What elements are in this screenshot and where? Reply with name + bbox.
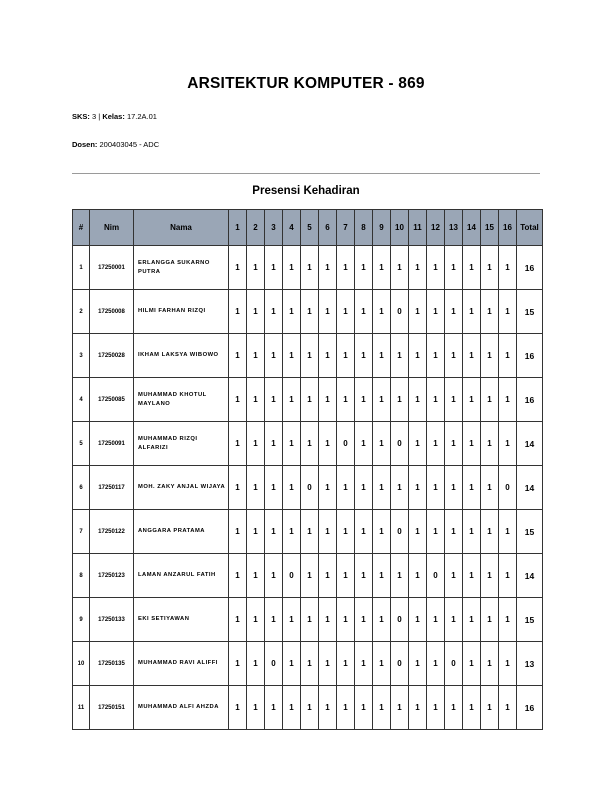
attendance-cell: 1 bbox=[409, 466, 427, 510]
attendance-cell: 1 bbox=[265, 686, 283, 730]
total-cell: 16 bbox=[517, 378, 543, 422]
attendance-cell: 1 bbox=[427, 334, 445, 378]
table-row bbox=[73, 422, 543, 466]
row-number-cell: 8 bbox=[73, 554, 90, 598]
column-header: 9 bbox=[373, 210, 391, 246]
attendance-cell: 1 bbox=[391, 378, 409, 422]
attendance-cell: 1 bbox=[445, 334, 463, 378]
attendance-cell: 1 bbox=[319, 290, 337, 334]
attendance-cell: 1 bbox=[481, 554, 499, 598]
attendance-cell: 1 bbox=[409, 686, 427, 730]
attendance-cell: 1 bbox=[373, 554, 391, 598]
attendance-cell: 1 bbox=[301, 422, 319, 466]
kelas-label: Kelas: bbox=[102, 112, 125, 121]
divider bbox=[72, 173, 540, 174]
row-number-cell: 4 bbox=[73, 378, 90, 422]
attendance-cell: 1 bbox=[355, 598, 373, 642]
attendance-cell: 0 bbox=[301, 466, 319, 510]
page-title: ARSITEKTUR KOMPUTER - 869 bbox=[187, 75, 425, 92]
attendance-cell: 1 bbox=[355, 422, 373, 466]
attendance-cell: 1 bbox=[319, 686, 337, 730]
column-header: 13 bbox=[445, 210, 463, 246]
attendance-cell: 1 bbox=[229, 598, 247, 642]
attendance-cell: 1 bbox=[337, 642, 355, 686]
attendance-cell: 1 bbox=[355, 334, 373, 378]
attendance-cell: 1 bbox=[409, 378, 427, 422]
attendance-cell: 1 bbox=[409, 290, 427, 334]
table-header-row bbox=[73, 210, 543, 246]
attendance-cell: 0 bbox=[391, 510, 409, 554]
attendance-cell: 1 bbox=[463, 642, 481, 686]
attendance-cell: 1 bbox=[499, 598, 517, 642]
attendance-cell: 1 bbox=[445, 290, 463, 334]
attendance-cell: 1 bbox=[283, 510, 301, 554]
dosen-label: Dosen: bbox=[72, 140, 98, 149]
attendance-cell: 1 bbox=[319, 466, 337, 510]
attendance-cell: 1 bbox=[319, 598, 337, 642]
attendance-cell: 1 bbox=[445, 510, 463, 554]
attendance-cell: 1 bbox=[481, 642, 499, 686]
total-cell: 14 bbox=[517, 422, 543, 466]
attendance-cell: 1 bbox=[247, 554, 265, 598]
attendance-cell: 1 bbox=[373, 378, 391, 422]
attendance-cell: 1 bbox=[283, 334, 301, 378]
attendance-cell: 1 bbox=[319, 246, 337, 290]
name-cell: LAMAN ANZARUL FATIH bbox=[134, 554, 229, 598]
attendance-cell: 1 bbox=[229, 466, 247, 510]
attendance-cell: 1 bbox=[481, 598, 499, 642]
sks-value: 3 bbox=[92, 112, 97, 121]
attendance-cell: 0 bbox=[391, 422, 409, 466]
attendance-cell: 1 bbox=[427, 466, 445, 510]
attendance-cell: 1 bbox=[319, 422, 337, 466]
attendance-cell: 1 bbox=[265, 290, 283, 334]
attendance-cell: 1 bbox=[319, 510, 337, 554]
total-cell: 14 bbox=[517, 554, 543, 598]
attendance-cell: 1 bbox=[499, 554, 517, 598]
column-header: 11 bbox=[409, 210, 427, 246]
attendance-cell: 1 bbox=[337, 598, 355, 642]
row-number-cell: 11 bbox=[73, 686, 90, 730]
table-body bbox=[73, 246, 543, 730]
attendance-cell: 1 bbox=[373, 642, 391, 686]
attendance-cell: 0 bbox=[283, 554, 301, 598]
column-header: 15 bbox=[481, 210, 499, 246]
attendance-cell: 1 bbox=[499, 510, 517, 554]
attendance-cell: 1 bbox=[265, 378, 283, 422]
attendance-cell: 1 bbox=[499, 642, 517, 686]
total-cell: 15 bbox=[517, 510, 543, 554]
attendance-cell: 1 bbox=[337, 334, 355, 378]
table-row bbox=[73, 334, 543, 378]
attendance-cell: 1 bbox=[427, 686, 445, 730]
attendance-cell: 1 bbox=[373, 422, 391, 466]
column-header: # bbox=[73, 210, 90, 246]
name-cell: HILMI FARHAN RIZQI bbox=[134, 290, 229, 334]
name-cell: ANGGARA PRATAMA bbox=[134, 510, 229, 554]
total-cell: 15 bbox=[517, 290, 543, 334]
attendance-cell: 1 bbox=[445, 554, 463, 598]
attendance-cell: 1 bbox=[229, 334, 247, 378]
attendance-cell: 1 bbox=[355, 290, 373, 334]
attendance-cell: 1 bbox=[445, 466, 463, 510]
table-row bbox=[73, 290, 543, 334]
table-row bbox=[73, 642, 543, 686]
nim-cell: 17250091 bbox=[90, 422, 134, 466]
name-cell: MUHAMMAD KHOTUL MAYLANO bbox=[134, 378, 229, 422]
kelas-value: 17.2A.01 bbox=[126, 112, 157, 121]
nim-cell: 17250151 bbox=[90, 686, 134, 730]
attendance-cell: 1 bbox=[319, 378, 337, 422]
attendance-cell: 1 bbox=[463, 378, 481, 422]
attendance-cell: 1 bbox=[337, 378, 355, 422]
attendance-cell: 1 bbox=[283, 466, 301, 510]
attendance-cell: 1 bbox=[427, 246, 445, 290]
name-cell: MUHAMMAD RIZQI ALFARIZI bbox=[134, 422, 229, 466]
attendance-cell: 1 bbox=[301, 554, 319, 598]
sks-label: SKS: bbox=[72, 112, 90, 121]
column-header: 10 bbox=[391, 210, 409, 246]
attendance-cell: 1 bbox=[265, 422, 283, 466]
attendance-cell: 1 bbox=[265, 246, 283, 290]
attendance-cell: 0 bbox=[337, 422, 355, 466]
attendance-cell: 1 bbox=[247, 642, 265, 686]
attendance-cell: 1 bbox=[427, 642, 445, 686]
attendance-cell: 1 bbox=[427, 290, 445, 334]
attendance-cell: 0 bbox=[445, 642, 463, 686]
total-cell: 16 bbox=[517, 334, 543, 378]
attendance-cell: 1 bbox=[265, 554, 283, 598]
attendance-cell: 1 bbox=[355, 246, 373, 290]
section-title: Presensi Kehadiran bbox=[252, 185, 360, 197]
attendance-cell: 1 bbox=[463, 422, 481, 466]
attendance-cell: 1 bbox=[355, 466, 373, 510]
nim-cell: 17250008 bbox=[90, 290, 134, 334]
attendance-cell: 1 bbox=[445, 422, 463, 466]
nim-cell: 17250133 bbox=[90, 598, 134, 642]
attendance-cell: 1 bbox=[391, 554, 409, 598]
attendance-cell: 1 bbox=[355, 510, 373, 554]
table-row bbox=[73, 554, 543, 598]
attendance-cell: 1 bbox=[229, 642, 247, 686]
row-number-cell: 3 bbox=[73, 334, 90, 378]
nim-cell: 17250001 bbox=[90, 246, 134, 290]
column-header: 2 bbox=[247, 210, 265, 246]
attendance-cell: 1 bbox=[283, 686, 301, 730]
course-info-line bbox=[72, 112, 157, 121]
attendance-cell: 1 bbox=[337, 290, 355, 334]
attendance-cell: 1 bbox=[499, 246, 517, 290]
attendance-cell: 1 bbox=[301, 510, 319, 554]
column-header: 8 bbox=[355, 210, 373, 246]
attendance-cell: 1 bbox=[391, 246, 409, 290]
attendance-cell: 1 bbox=[283, 246, 301, 290]
attendance-cell: 1 bbox=[481, 334, 499, 378]
table-row bbox=[73, 598, 543, 642]
attendance-cell: 1 bbox=[283, 598, 301, 642]
dosen-value: 200403045 - ADC bbox=[99, 140, 160, 149]
attendance-table bbox=[72, 209, 543, 730]
attendance-cell: 1 bbox=[463, 510, 481, 554]
attendance-cell: 1 bbox=[445, 598, 463, 642]
name-cell: MOH. ZAKY ANJAL WIJAYA bbox=[134, 466, 229, 510]
attendance-cell: 1 bbox=[373, 290, 391, 334]
attendance-cell: 1 bbox=[373, 334, 391, 378]
column-header: 6 bbox=[319, 210, 337, 246]
attendance-cell: 1 bbox=[265, 466, 283, 510]
attendance-cell: 1 bbox=[409, 510, 427, 554]
attendance-cell: 1 bbox=[229, 510, 247, 554]
attendance-cell: 1 bbox=[427, 598, 445, 642]
nim-cell: 17250117 bbox=[90, 466, 134, 510]
column-header: 12 bbox=[427, 210, 445, 246]
attendance-cell: 1 bbox=[301, 642, 319, 686]
attendance-cell: 1 bbox=[301, 598, 319, 642]
attendance-cell: 1 bbox=[229, 422, 247, 466]
row-number-cell: 2 bbox=[73, 290, 90, 334]
attendance-cell: 1 bbox=[481, 686, 499, 730]
attendance-cell: 1 bbox=[247, 466, 265, 510]
attendance-cell: 1 bbox=[409, 642, 427, 686]
attendance-cell: 1 bbox=[301, 686, 319, 730]
column-header: 4 bbox=[283, 210, 301, 246]
attendance-cell: 1 bbox=[355, 642, 373, 686]
column-header: 16 bbox=[499, 210, 517, 246]
attendance-cell: 1 bbox=[481, 466, 499, 510]
attendance-cell: 1 bbox=[265, 598, 283, 642]
attendance-cell: 0 bbox=[391, 598, 409, 642]
attendance-cell: 1 bbox=[301, 246, 319, 290]
attendance-cell: 1 bbox=[499, 378, 517, 422]
attendance-cell: 1 bbox=[445, 246, 463, 290]
attendance-cell: 1 bbox=[337, 510, 355, 554]
attendance-cell: 1 bbox=[229, 378, 247, 422]
attendance-cell: 1 bbox=[337, 246, 355, 290]
attendance-cell: 0 bbox=[391, 642, 409, 686]
attendance-cell: 1 bbox=[247, 510, 265, 554]
attendance-cell: 1 bbox=[373, 598, 391, 642]
attendance-cell: 1 bbox=[463, 466, 481, 510]
column-header: Total bbox=[517, 210, 543, 246]
attendance-cell: 1 bbox=[337, 686, 355, 730]
attendance-cell: 1 bbox=[247, 598, 265, 642]
attendance-cell: 1 bbox=[337, 466, 355, 510]
attendance-cell: 1 bbox=[301, 290, 319, 334]
row-number-cell: 9 bbox=[73, 598, 90, 642]
table-row bbox=[73, 246, 543, 290]
column-header: Nama bbox=[134, 210, 229, 246]
table-row bbox=[73, 378, 543, 422]
column-header: 7 bbox=[337, 210, 355, 246]
attendance-cell: 0 bbox=[391, 290, 409, 334]
attendance-cell: 1 bbox=[337, 554, 355, 598]
attendance-cell: 1 bbox=[247, 290, 265, 334]
attendance-cell: 1 bbox=[481, 290, 499, 334]
row-number-cell: 1 bbox=[73, 246, 90, 290]
attendance-cell: 0 bbox=[265, 642, 283, 686]
attendance-cell: 1 bbox=[319, 334, 337, 378]
attendance-cell: 1 bbox=[247, 686, 265, 730]
column-header: 14 bbox=[463, 210, 481, 246]
attendance-cell: 1 bbox=[409, 334, 427, 378]
attendance-cell: 1 bbox=[247, 334, 265, 378]
nim-cell: 17250135 bbox=[90, 642, 134, 686]
nim-cell: 17250085 bbox=[90, 378, 134, 422]
attendance-cell: 0 bbox=[427, 554, 445, 598]
attendance-cell: 1 bbox=[427, 422, 445, 466]
separator: | bbox=[98, 112, 101, 121]
row-number-cell: 10 bbox=[73, 642, 90, 686]
attendance-cell: 1 bbox=[499, 290, 517, 334]
attendance-cell: 1 bbox=[373, 510, 391, 554]
nim-cell: 17250123 bbox=[90, 554, 134, 598]
total-cell: 15 bbox=[517, 598, 543, 642]
attendance-cell: 1 bbox=[427, 510, 445, 554]
attendance-cell: 1 bbox=[319, 642, 337, 686]
attendance-cell: 1 bbox=[427, 378, 445, 422]
attendance-cell: 1 bbox=[409, 598, 427, 642]
column-header: Nim bbox=[90, 210, 134, 246]
name-cell: ERLANGGA SUKARNO PUTRA bbox=[134, 246, 229, 290]
attendance-cell: 1 bbox=[229, 246, 247, 290]
attendance-cell: 1 bbox=[283, 290, 301, 334]
attendance-cell: 1 bbox=[229, 290, 247, 334]
total-cell: 16 bbox=[517, 246, 543, 290]
attendance-cell: 1 bbox=[409, 422, 427, 466]
table-row bbox=[73, 466, 543, 510]
attendance-cell: 1 bbox=[409, 554, 427, 598]
lecturer-info-line bbox=[72, 140, 159, 149]
nim-cell: 17250122 bbox=[90, 510, 134, 554]
attendance-cell: 1 bbox=[301, 334, 319, 378]
attendance-cell: 1 bbox=[481, 246, 499, 290]
attendance-cell: 1 bbox=[445, 378, 463, 422]
attendance-cell: 1 bbox=[283, 642, 301, 686]
nim-cell: 17250028 bbox=[90, 334, 134, 378]
attendance-cell: 1 bbox=[247, 378, 265, 422]
attendance-cell: 1 bbox=[247, 422, 265, 466]
total-cell: 16 bbox=[517, 686, 543, 730]
attendance-cell: 1 bbox=[445, 686, 463, 730]
name-cell: IKHAM LAKSYA WIBOWO bbox=[134, 334, 229, 378]
attendance-cell: 1 bbox=[463, 246, 481, 290]
attendance-cell: 1 bbox=[481, 422, 499, 466]
table-row bbox=[73, 510, 543, 554]
row-number-cell: 7 bbox=[73, 510, 90, 554]
attendance-cell: 1 bbox=[355, 686, 373, 730]
name-cell: EKI SETIYAWAN bbox=[134, 598, 229, 642]
attendance-cell: 1 bbox=[373, 466, 391, 510]
total-cell: 14 bbox=[517, 466, 543, 510]
attendance-cell: 1 bbox=[355, 554, 373, 598]
attendance-cell: 1 bbox=[373, 686, 391, 730]
attendance-cell: 1 bbox=[391, 334, 409, 378]
attendance-cell: 1 bbox=[283, 378, 301, 422]
attendance-cell: 1 bbox=[481, 378, 499, 422]
attendance-cell: 1 bbox=[373, 246, 391, 290]
name-cell: MUHAMMAD ALFI AHZDA bbox=[134, 686, 229, 730]
column-header: 3 bbox=[265, 210, 283, 246]
attendance-cell: 1 bbox=[229, 554, 247, 598]
attendance-cell: 0 bbox=[499, 466, 517, 510]
column-header: 1 bbox=[229, 210, 247, 246]
attendance-cell: 1 bbox=[463, 290, 481, 334]
attendance-cell: 1 bbox=[355, 378, 373, 422]
table-row bbox=[73, 686, 543, 730]
attendance-cell: 1 bbox=[463, 598, 481, 642]
attendance-cell: 1 bbox=[265, 510, 283, 554]
name-cell: MUHAMMAD RAVI ALIFFI bbox=[134, 642, 229, 686]
attendance-cell: 1 bbox=[481, 510, 499, 554]
row-number-cell: 5 bbox=[73, 422, 90, 466]
row-number-cell: 6 bbox=[73, 466, 90, 510]
attendance-cell: 1 bbox=[391, 466, 409, 510]
column-header: 5 bbox=[301, 210, 319, 246]
attendance-cell: 1 bbox=[463, 554, 481, 598]
attendance-cell: 1 bbox=[265, 334, 283, 378]
attendance-cell: 1 bbox=[247, 246, 265, 290]
attendance-cell: 1 bbox=[301, 378, 319, 422]
total-cell: 13 bbox=[517, 642, 543, 686]
attendance-cell: 1 bbox=[499, 334, 517, 378]
attendance-cell: 1 bbox=[463, 334, 481, 378]
attendance-cell: 1 bbox=[409, 246, 427, 290]
attendance-cell: 1 bbox=[463, 686, 481, 730]
attendance-cell: 1 bbox=[319, 554, 337, 598]
attendance-cell: 1 bbox=[499, 686, 517, 730]
attendance-cell: 1 bbox=[499, 422, 517, 466]
attendance-cell: 1 bbox=[391, 686, 409, 730]
attendance-cell: 1 bbox=[283, 422, 301, 466]
attendance-cell: 1 bbox=[229, 686, 247, 730]
